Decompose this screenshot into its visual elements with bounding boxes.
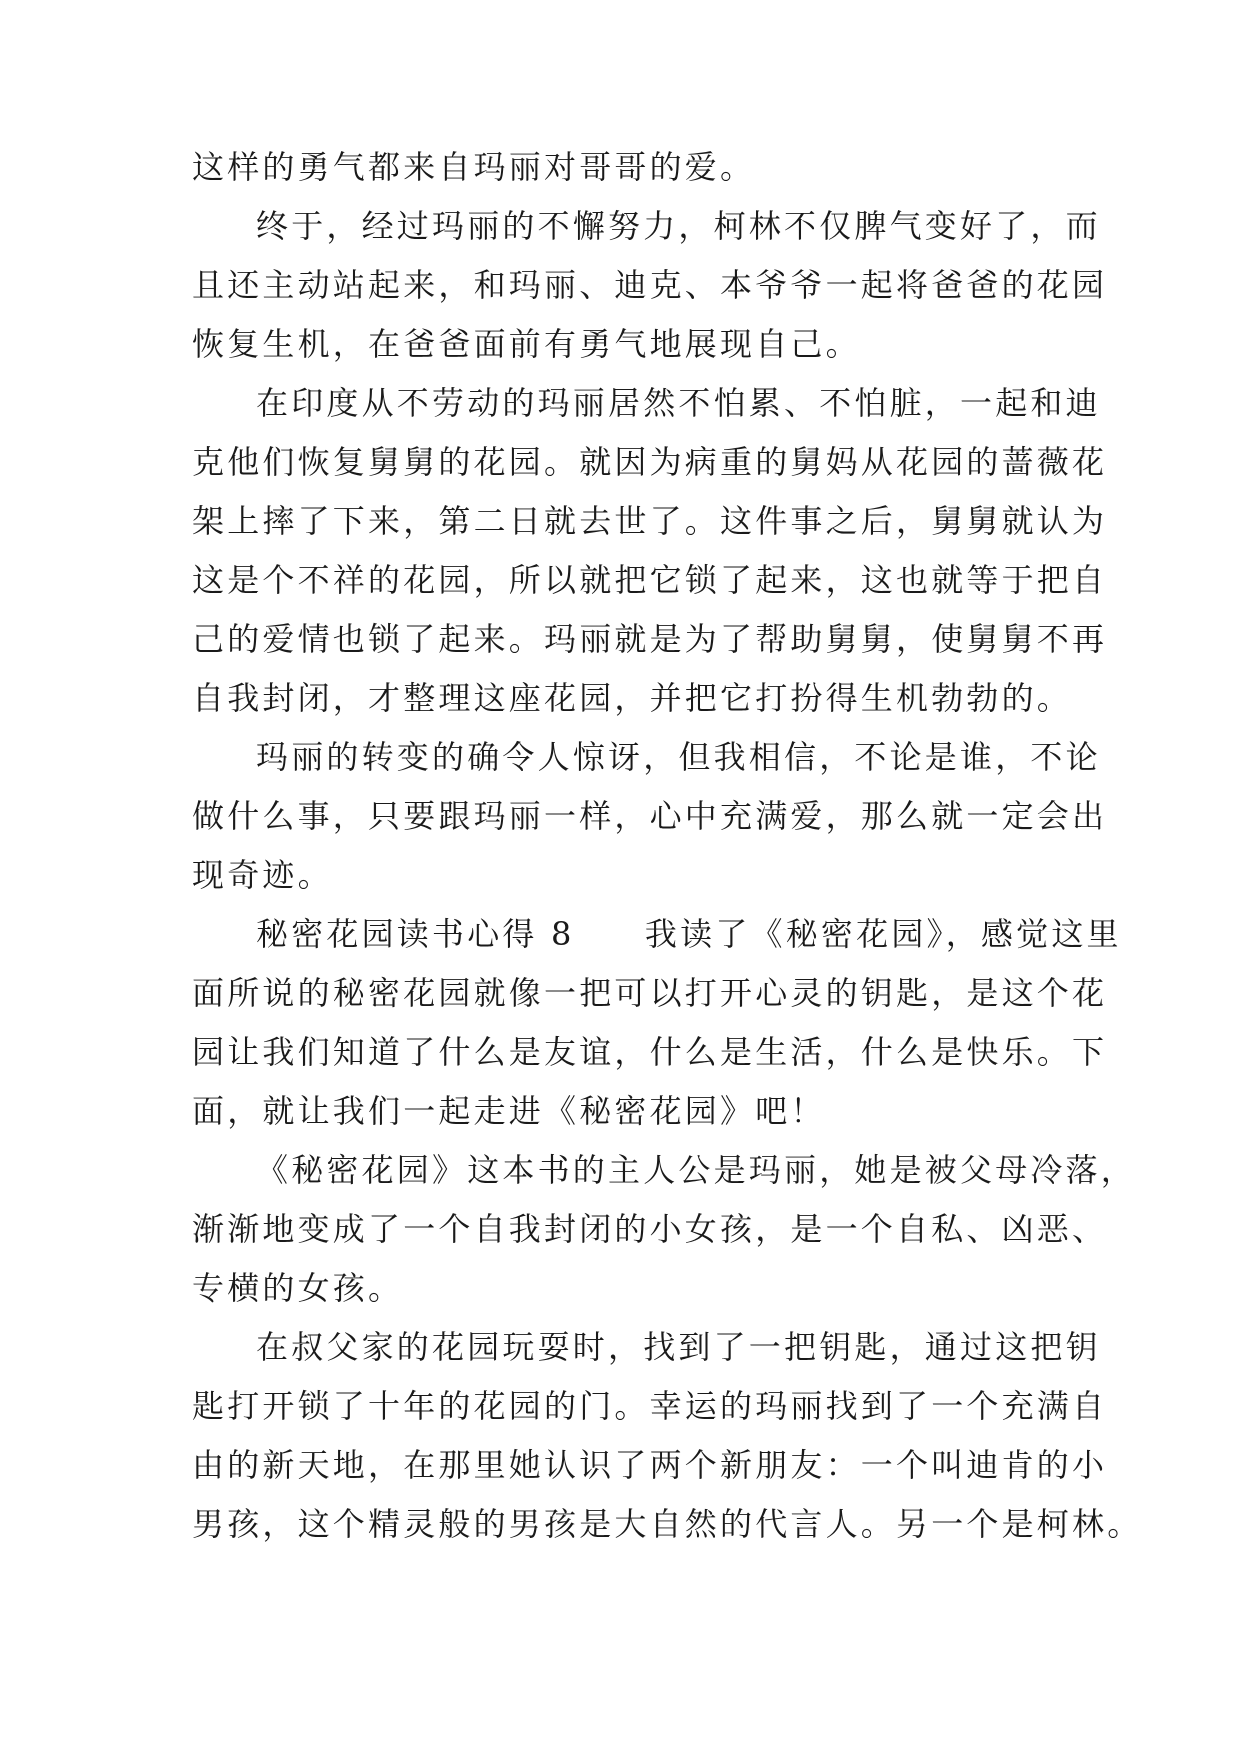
paragraph-start: 《秘密花园》这本书的主人公是玛丽，她是被父母冷落，	[256, 1151, 1137, 1189]
text-line: 做什么事，只要跟玛丽一样，心中充满爱，那么就一定会出	[192, 797, 1108, 835]
paragraph-start: 玛丽的转变的确令人惊讶，但我相信，不论是谁，不论	[256, 738, 1101, 776]
text-line: 专横的女孩。	[192, 1269, 404, 1307]
text-line: 匙打开锁了十年的花园的门。幸运的玛丽找到了一个充满自	[192, 1387, 1108, 1425]
text-line: 渐渐地变成了一个自我封闭的小女孩，是一个自私、凶恶、	[192, 1210, 1108, 1248]
text-line: 由的新天地，在那里她认识了两个新朋友：一个叫迪肯的小	[192, 1446, 1108, 1484]
text-line: 己的爱情也锁了起来。玛丽就是为了帮助舅舅，使舅舅不再	[192, 620, 1108, 658]
text-line: 架上摔了下来，第二日就去世了。这件事之后，舅舅就认为	[192, 502, 1108, 540]
text-line: 这是个不祥的花园，所以就把它锁了起来，这也就等于把自	[192, 561, 1108, 599]
text-line: 男孩，这个精灵般的男孩是大自然的代言人。另一个是柯林。	[192, 1505, 1143, 1543]
section-heading-line: 秘密花园读书心得 8 我读了《秘密花园》，感觉这里	[256, 915, 1122, 953]
text-line: 克他们恢复舅舅的花园。就因为病重的舅妈从花园的蔷薇花	[192, 443, 1108, 481]
paragraph-start: 在印度从不劳动的玛丽居然不怕累、不怕脏，一起和迪	[256, 384, 1101, 422]
text-line: 园让我们知道了什么是友谊，什么是生活，什么是快乐。下	[192, 1033, 1108, 1071]
text-line: 自我封闭，才整理这座花园，并把它打扮得生机勃勃的。	[192, 679, 1073, 717]
paragraph-start: 终于，经过玛丽的不懈努力，柯林不仅脾气变好了，而	[256, 207, 1101, 245]
text-line: 这样的勇气都来自玛丽对哥哥的爱。	[192, 148, 756, 186]
text-line: 恢复生机，在爸爸面前有勇气地展现自己。	[192, 325, 861, 363]
text-line: 且还主动站起来，和玛丽、迪克、本爷爷一起将爸爸的花园	[192, 266, 1108, 304]
text-line: 面，就让我们一起走进《秘密花园》吧！	[192, 1092, 826, 1130]
paragraph-start: 在叔父家的花园玩耍时，找到了一把钥匙，通过这把钥	[256, 1328, 1101, 1366]
text-line: 现奇迹。	[192, 856, 333, 894]
text-line: 面所说的秘密花园就像一把可以打开心灵的钥匙，是这个花	[192, 974, 1108, 1012]
